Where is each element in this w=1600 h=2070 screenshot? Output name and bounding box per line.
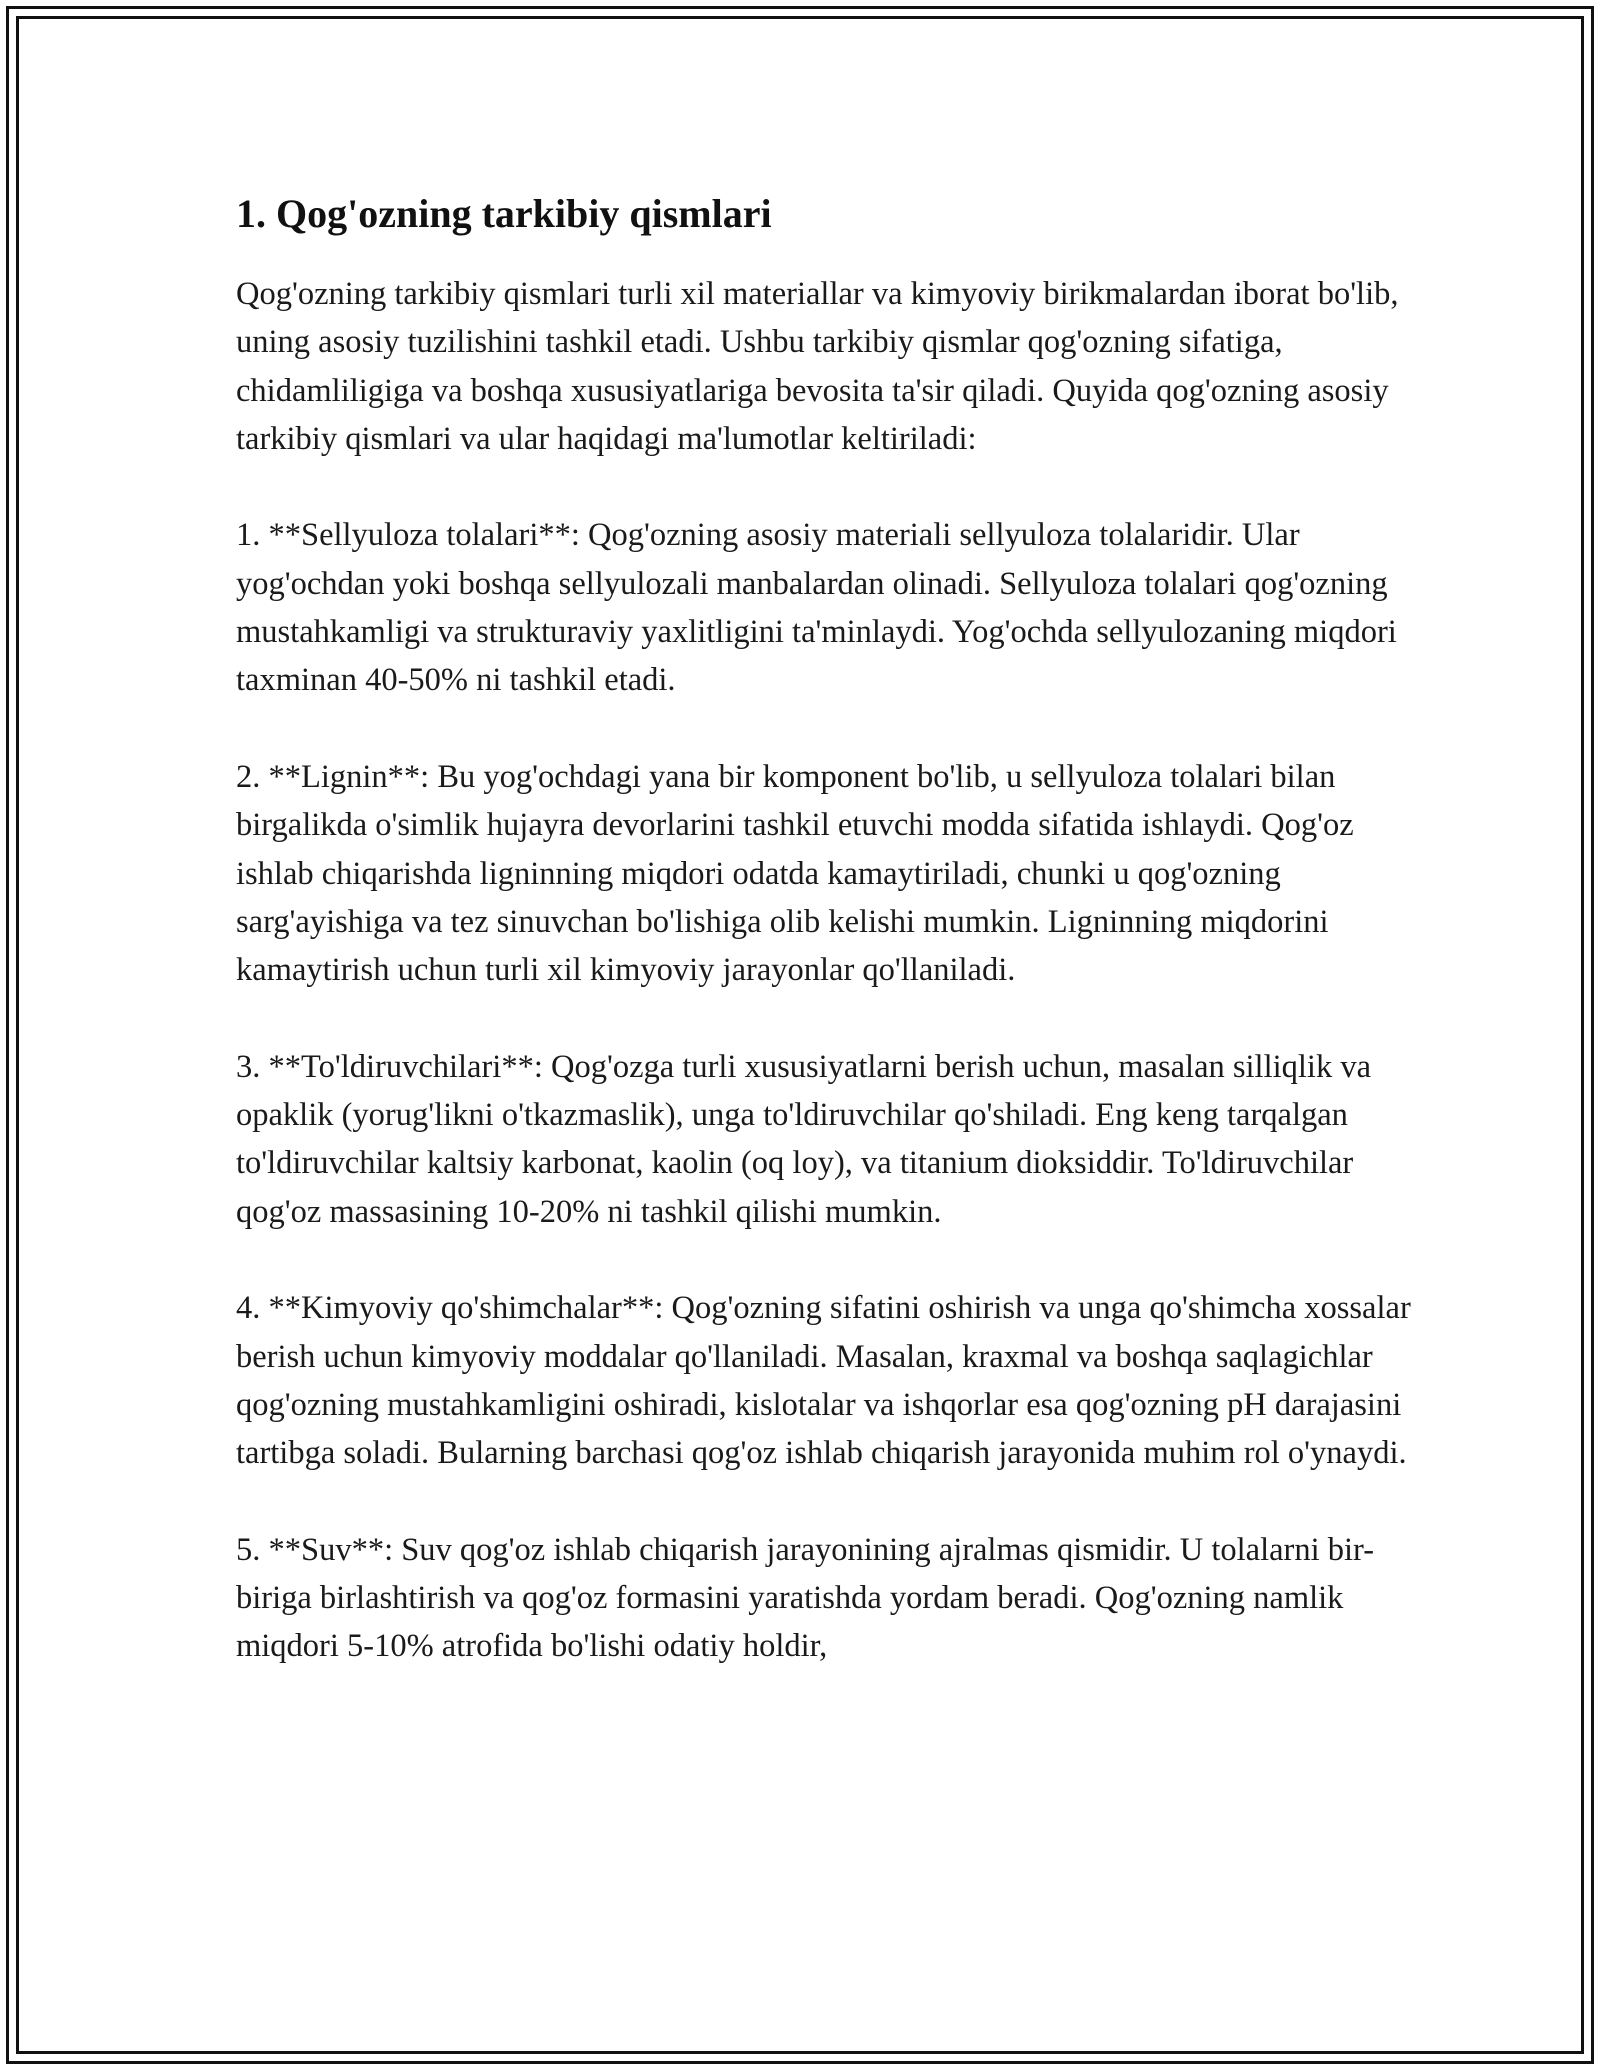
paragraph-lignin: 2. **Lignin**: Bu yog'ochdagi yana bir komponent bo'lib, u sellyuloza tolalari bilan birgalikda o'simlik hujayra devorlarini tashkil etuvchi modda sifatida ishlaydi. Qog'oz ishlab chiqarishda ligninning miqdori odatda kamaytiriladi, chunki u qog'ozning sarg'ayishiga va tez sinuvchan bo'lishiga olib kelishi mumkin. Ligninning miqdorini kamaytirish uchun turli xil kimyoviy jarayonlar qo'llaniladi. [236, 758, 1354, 989]
paragraph-water: 5. **Suv**: Suv qog'oz ishlab chiqarish jarayonining ajralmas qismidir. U tolalarni bir-biriga birlashtirish va qog'oz formasini yaratishda yordam beradi. Qog'ozning namlik miqdori 5-10% atrofida bo'lishi odatiy holdir, [236, 1531, 1375, 1665]
paragraph-cellulose: 1. **Sellyuloza tolalari**: Qog'ozning asosiy materiali sellyuloza tolalaridir. Ular yog'ochdan yoki boshqa sellyulozali manbalardan olinadi. Sellyuloza tolalari qog'ozning mustahkamligi va strukturaviy yaxlitligini ta'minlaydi. Yog'ochda sellyulozaning miqdori taxminan 40-50% ni tashkil etadi. [236, 517, 1397, 699]
section-title: 1. Qog'ozning tarkibiy qismlari [236, 191, 772, 236]
paragraph-fillers: 3. **To'ldiruvchilari**: Qog'ozga turli xususiyatlarni berish uchun, masalan silliqlik va opaklik (yorug'likni o'tkazmaslik), unga to'ldiruvchilar qo'shiladi. Eng keng tarqalgan to'ldiruvchilar kaltsiy karbonat, kaolin (oq loy), va titanium dioksiddir. To'ldiruvchilar qog'oz massasining 10-20% ni tashkil qilishi mumkin. [236, 1048, 1371, 1230]
paragraph-chemical-additives: 4. **Kimyoviy qo'shimchalar**: Qog'ozning sifatini oshirish va unga qo'shimcha xossalar berish uchun kimyoviy moddalar qo'llaniladi. Masalan, kraxmal va boshqa saqlagichlar qog'ozning mustahkamligini oshiradi, kislotalar va ishqorlar esa qog'ozning pH darajasini tartibga soladi. Bularning barchasi qog'oz ishlab chiqarish jarayonida muhim rol o'ynaydi. [236, 1290, 1411, 1472]
intro-paragraph: Qog'ozning tarkibiy qismlari turli xil materiallar va kimyoviy birikmalardan iborat bo'lib, uning asosiy tuzilishini tashkil etadi. Ushbu tarkibiy qismlar qog'ozning sifatiga, chidamliligiga va boshqa xususiyatlariga bevosita ta'sir qiladi. Quyida qog'ozning asosiy tarkibiy qismlari va ular haqidagi ma'lumotlar keltiriladi: [236, 276, 1399, 457]
document-page [236, 186, 1416, 1719]
